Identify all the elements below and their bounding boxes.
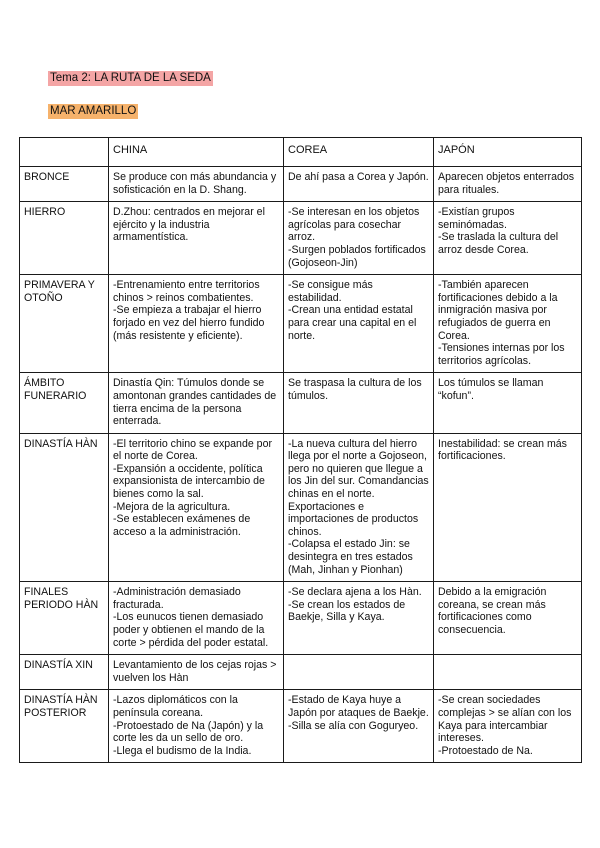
table-cell: -Administración demasiado fracturada. -Los eunucos tienen demasiado poder y obtienen el mando de la corte > pérdida del poder estatal.	[109, 582, 284, 655]
table-cell: -La nueva cultura del hierro llega por el norte a Gojoseon, pero no quieren que llegue a los Jin del sur. Comandancias chinas en el norte. Exportaciones e importaciones de productos chinos. -Colapsa el estado Jin: se desintegra en tres estados (Mah, Jinhan y Pionhan)	[284, 433, 434, 582]
table-row	[20, 433, 582, 582]
table-cell	[434, 655, 582, 690]
table-cell: Se produce con más abundancia y sofisticación en la D. Shang.	[109, 167, 284, 202]
table-row	[20, 373, 582, 433]
table-row	[20, 275, 582, 373]
table-cell: -Se consigue más estabilidad. -Crean una entidad estatal para crear una capital en el norte.	[284, 275, 434, 373]
table-cell: De ahí pasa a Corea y Japón.	[284, 167, 434, 202]
comparison-table	[19, 137, 582, 763]
table-cell: Dinastía Qin: Túmulos donde se amontonan grandes cantidades de tierra encima de la persona enterrada.	[109, 373, 284, 433]
table-cell: Los túmulos se llaman “kofun”.	[434, 373, 582, 433]
table-cell: -Estado de Kaya huye a Japón por ataques de Baekje. -Silla se alía con Goguryeo.	[284, 690, 434, 763]
row-label: DINASTÍA HÀN POSTERIOR	[20, 690, 109, 763]
table-row	[20, 167, 582, 202]
header-cell-corea: COREA	[284, 138, 434, 167]
table-cell: -Se interesan en los objetos agrícolas para cosechar arroz. -Surgen poblados fortificados (Gojoseon-Jin)	[284, 202, 434, 275]
header-cell-japon: JAPÓN	[434, 138, 582, 167]
table-cell	[284, 655, 434, 690]
table-cell: Se traspasa la cultura de los túmulos.	[284, 373, 434, 433]
header-cell-china: CHINA	[109, 138, 284, 167]
table-header-row	[20, 138, 582, 167]
table-cell: Aparecen objetos enterrados para rituales.	[434, 167, 582, 202]
row-label: PRIMAVERA Y OTOÑO	[20, 275, 109, 373]
table-row	[20, 655, 582, 690]
table-cell: -Entrenamiento entre territorios chinos > reinos combatientes. -Se empieza a trabajar el hierro forjado en vez del hierro fundido (más resistente y eficiente).	[109, 275, 284, 373]
table-cell: -También aparecen fortificaciones debido a la inmigración masiva por refugiados de guerra en Corea. -Tensiones internas por los territorios agrícolas.	[434, 275, 582, 373]
table-row	[20, 582, 582, 655]
row-label: HIERRO	[20, 202, 109, 275]
row-label: BRONCE	[20, 167, 109, 202]
table-cell: -Lazos diplomáticos con la península coreana. -Protoestado de Na (Japón) y la corte les da un sello de oro. -Llega el budismo de la India.	[109, 690, 284, 763]
row-label: DINASTÍA XIN	[20, 655, 109, 690]
table-cell: -Se declara ajena a los Hàn. -Se crean los estados de Baekje, Silla y Kaya.	[284, 582, 434, 655]
table-cell: Debido a la emigración coreana, se crean más fortificaciones como consecuencia.	[434, 582, 582, 655]
page-title: Tema 2: LA RUTA DE LA SEDA	[50, 72, 211, 84]
section-subtitle: MAR AMARILLO	[50, 105, 137, 117]
table-row	[20, 202, 582, 275]
row-label: FINALES PERIODO HÀN	[20, 582, 109, 655]
table-cell: D.Zhou: centrados en mejorar el ejército y la industria armamentística.	[109, 202, 284, 275]
table-cell: -Existían grupos seminómadas. -Se traslada la cultura del arroz desde Corea.	[434, 202, 582, 275]
row-label: DINASTÍA HÀN	[20, 433, 109, 582]
table-cell: -Se crean sociedades complejas > se alían con los Kaya para intercambiar intereses. -Protoestado de Na.	[434, 690, 582, 763]
table-row	[20, 690, 582, 763]
table-cell: Levantamiento de los cejas rojas > vuelven los Hàn	[109, 655, 284, 690]
row-label: ÁMBITO FUNERARIO	[20, 373, 109, 433]
table-cell: -El territorio chino se expande por el norte de Corea. -Expansión a occidente, política expansionista de intercambio de bienes como la sal. -Mejora de la agricultura. -Se establecen exámenes de acceso a la administración.	[109, 433, 284, 582]
header-cell-empty	[20, 138, 109, 167]
table-cell: Inestabilidad: se crean más fortificaciones.	[434, 433, 582, 582]
